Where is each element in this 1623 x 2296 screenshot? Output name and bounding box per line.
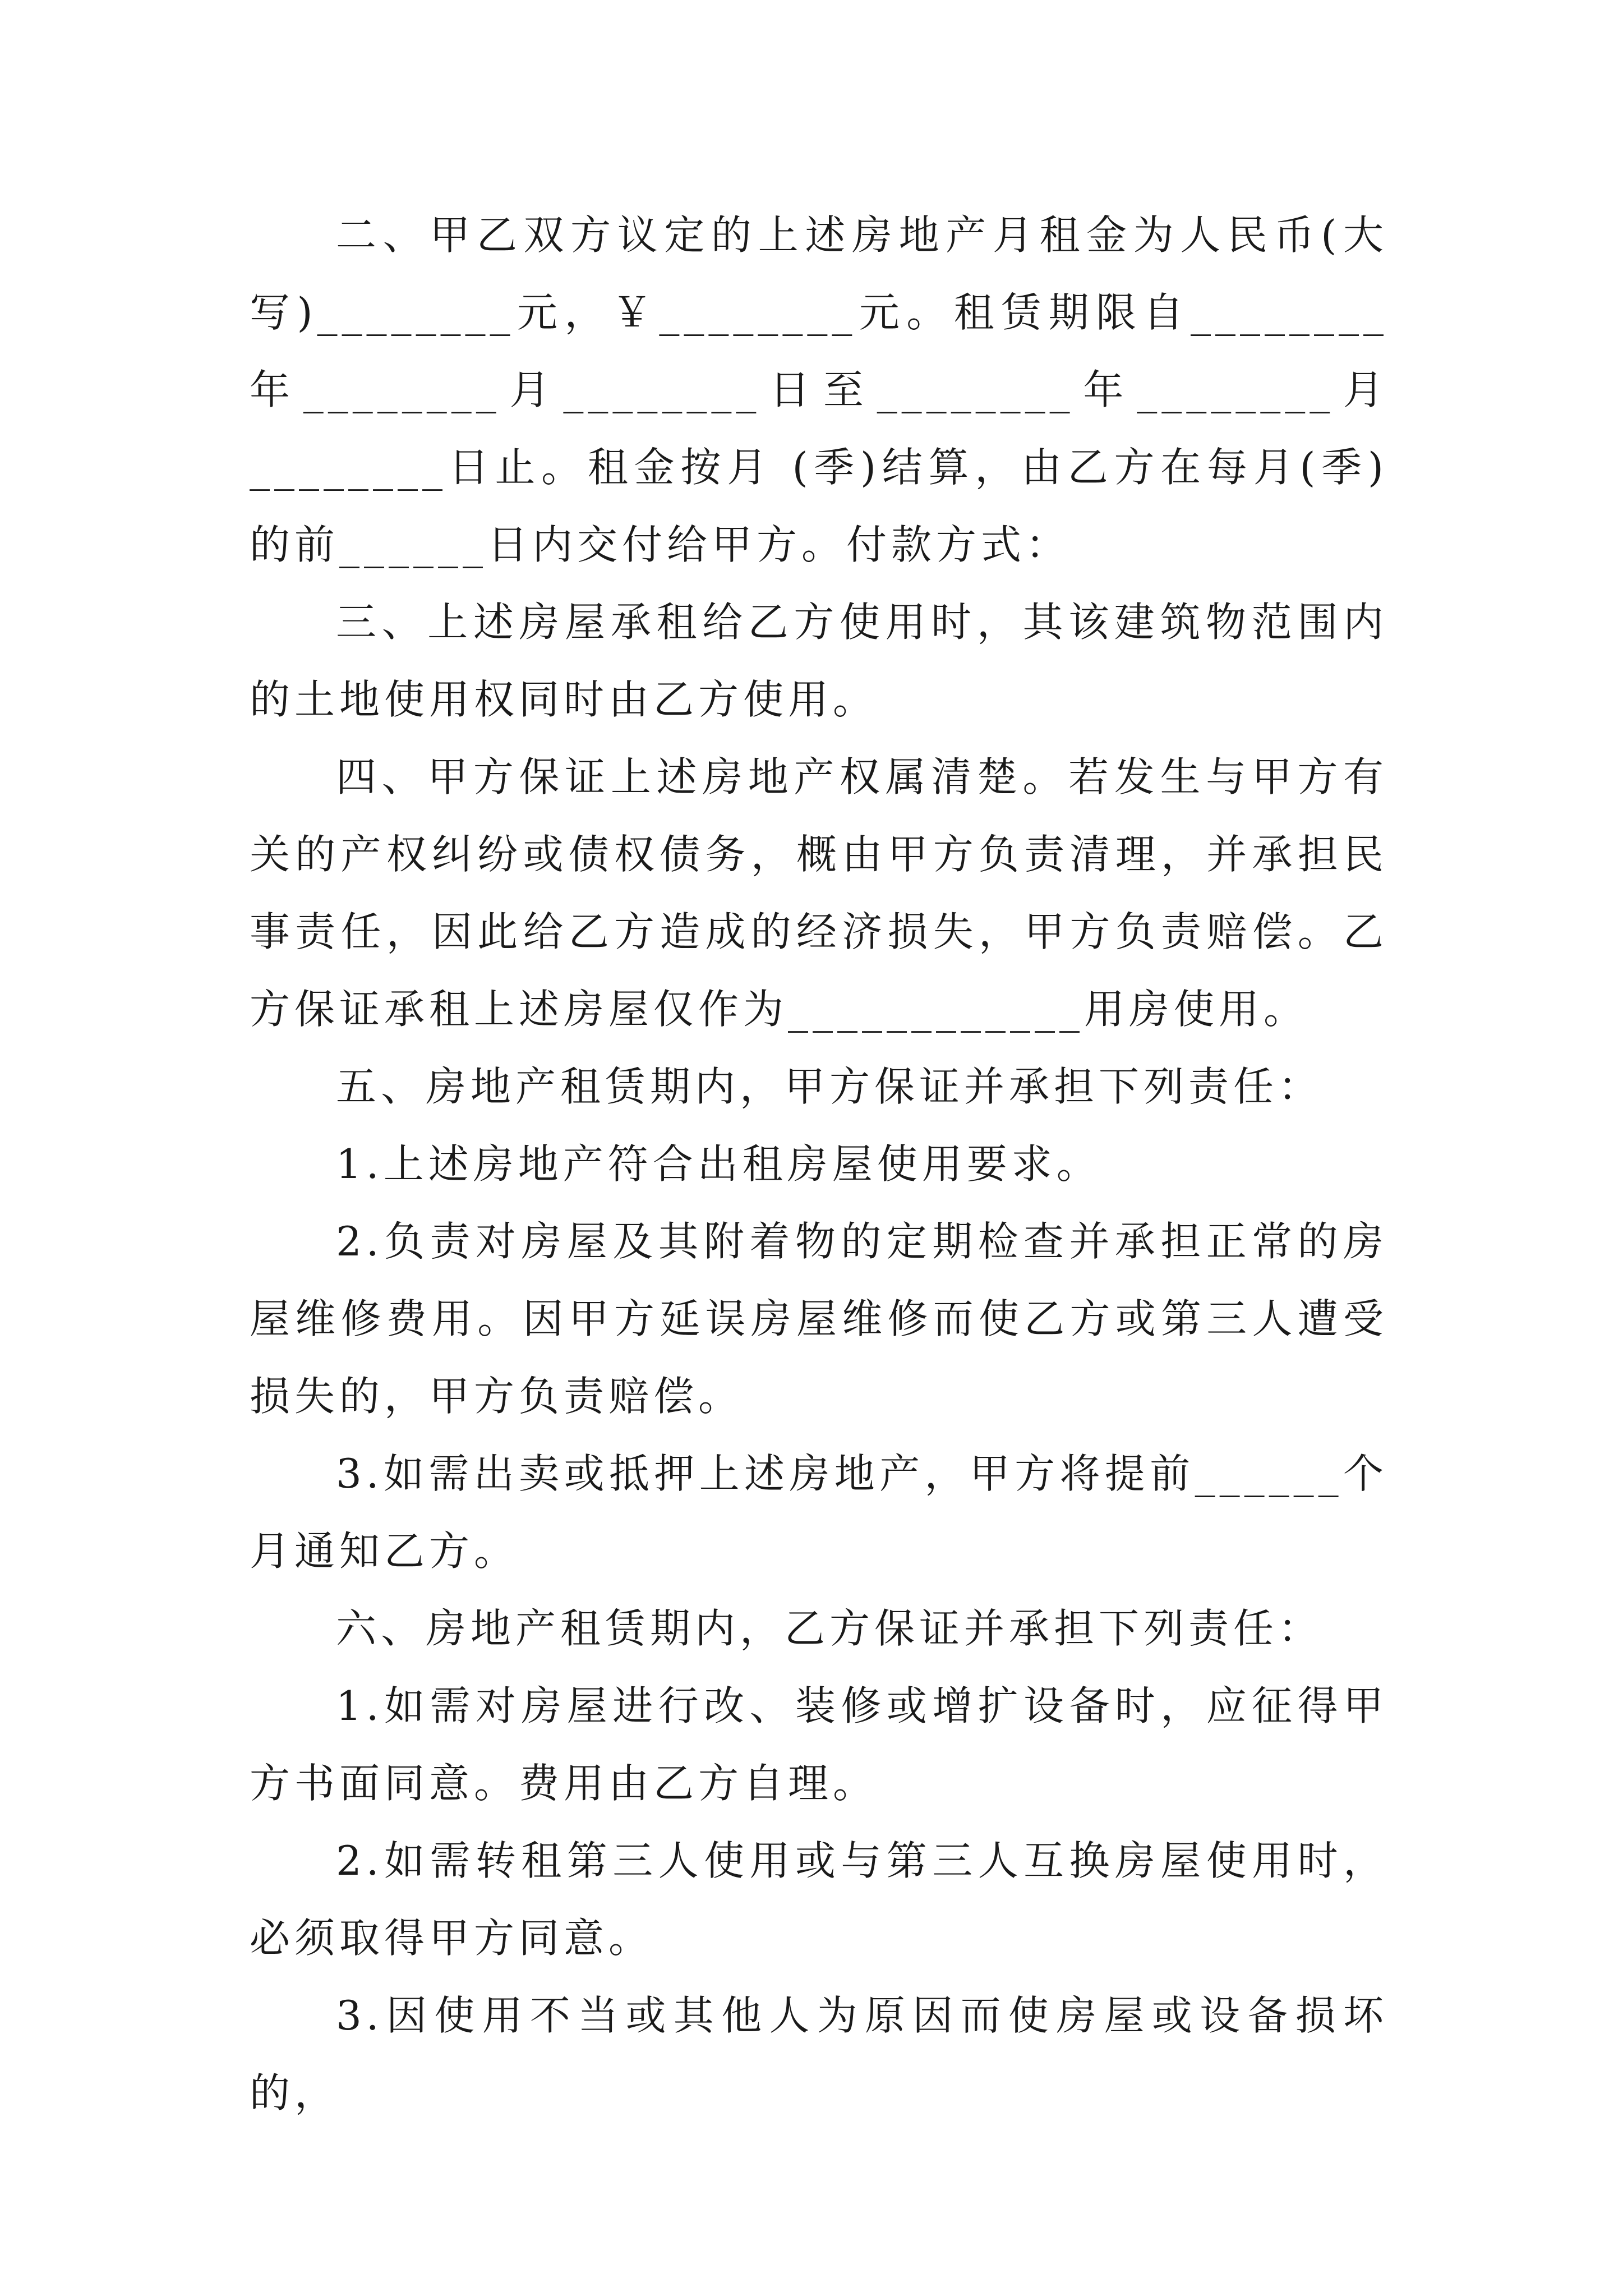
paragraph-lessor-duty-3: 3.如需出卖或抵押上述房地产，甲方将提前______个月通知乙方。 bbox=[250, 1450, 1388, 1575]
paragraph-lessor-duty-2: 2.负责对房屋及其附着物的定期检查并承担正常的房屋维修费用。因甲方延误房屋维修而使乙方或第三人遭受损失的，甲方负责赔偿。 bbox=[250, 1218, 1388, 1420]
document-body bbox=[250, 196, 1388, 2132]
paragraph-rent-and-term: 二、甲乙双方议定的上述房地产月租金为人民币(大写)________元，￥________元。租赁期限自________年________月________日至________年________月________日止。租金按月 (季)结算，由乙方在每月(季)的前______日内交付给甲方。付款方式： bbox=[250, 211, 1388, 568]
paragraph-lessee-duty-1: 1.如需对房屋进行改、装修或增扩设备时，应征得甲方书面同意。费用由乙方自理。 bbox=[250, 1682, 1388, 1807]
paragraph-lessor-duty-1: 1.上述房地产符合出租房屋使用要求。 bbox=[336, 1140, 1101, 1188]
paragraph-lessee-duties-heading: 六、房地产租赁期内，乙方保证并承担下列责任： bbox=[336, 1605, 1324, 1652]
paragraph-land-use-right: 三、上述房屋承租给乙方使用时，其该建筑物范围内的土地使用权同时由乙方使用。 bbox=[250, 599, 1388, 723]
paragraph-title-guarantee: 四、甲方保证上述房地产权属清楚。若发生与甲方有关的产权纠纷或债权债务，概由甲方负责清理，并承担民事责任，因此给乙方造成的经济损失，甲方负责赔偿。乙方保证承租上述房屋仅作为____________用房使用。 bbox=[250, 753, 1388, 1033]
paragraph-lessee-duty-2: 2.如需转租第三人使用或与第三人互换房屋使用时，必须取得甲方同意。 bbox=[250, 1837, 1388, 1962]
paragraph-lessor-duties-heading: 五、房地产租赁期内，甲方保证并承担下列责任： bbox=[336, 1063, 1324, 1110]
paragraph-lessee-duty-3: 3.因使用不当或其他人为原因而使房屋或设备损坏的， bbox=[250, 1992, 1388, 2116]
